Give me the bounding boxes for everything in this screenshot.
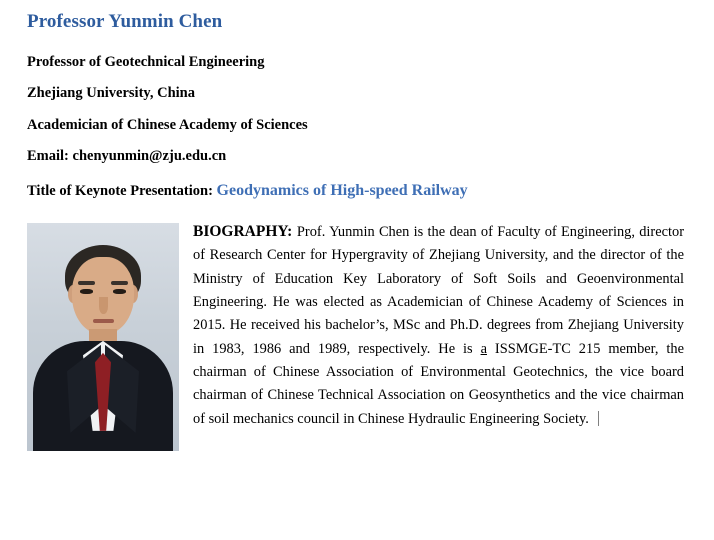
text-cursor bbox=[598, 411, 599, 426]
affiliation-line-1: Professor of Geotechnical Engineering bbox=[27, 53, 265, 70]
keynote-title-line bbox=[27, 183, 684, 199]
affiliation-line-3: Academician of Chinese Academy of Sciences bbox=[27, 116, 308, 133]
biography-separator: : bbox=[287, 222, 297, 240]
biography-block bbox=[27, 219, 684, 431]
keynote-title: Geodynamics of High-speed Railway bbox=[216, 181, 468, 199]
portrait-mouth bbox=[93, 319, 114, 323]
portrait-photo bbox=[27, 223, 179, 451]
keynote-label: Title of Keynote Presentation: bbox=[27, 182, 213, 199]
portrait-nose bbox=[99, 297, 108, 314]
portrait-face bbox=[72, 257, 134, 335]
page-title: Professor Yunmin Chen bbox=[27, 11, 223, 32]
biography-underlined-word: a bbox=[480, 340, 487, 357]
email-line: Email: chenyunmin@zju.edu.cn bbox=[27, 148, 227, 165]
biography-text-part-1: Prof. Yunmin Chen is the dean of Faculty of Engineering, director of Research Center for Hypergravity of Zhejiang University, and the director of the Ministry of Education Key Laboratory of Soft Soils and Geoenvironmental Engineering. He was elected as Academician of Chinese Academy of Sciences in 2015. He received his bachelor’s, MSc and Ph.D. degrees from Zhejiang University in 1983, 1986 and 1989, respectively. He is bbox=[193, 223, 684, 357]
portrait-eye-left bbox=[80, 289, 93, 294]
affiliation-line-2: Zhejiang University, China bbox=[27, 85, 195, 102]
biography-label: BIOGRAPHY bbox=[193, 222, 288, 240]
biography-text-part-2: ISSMGE-TC 215 member, the chairman of Chinese Association of Environmental Geotechnics, the vice board chairman of Chinese Technical Association on Geosynthetics and the vice chairman of soil mechanics council in Chinese Hydraulic Engineering Society. bbox=[193, 340, 685, 427]
portrait-eye-right bbox=[113, 289, 126, 294]
portrait-brow-left bbox=[78, 281, 95, 285]
portrait-brow-right bbox=[111, 281, 128, 285]
